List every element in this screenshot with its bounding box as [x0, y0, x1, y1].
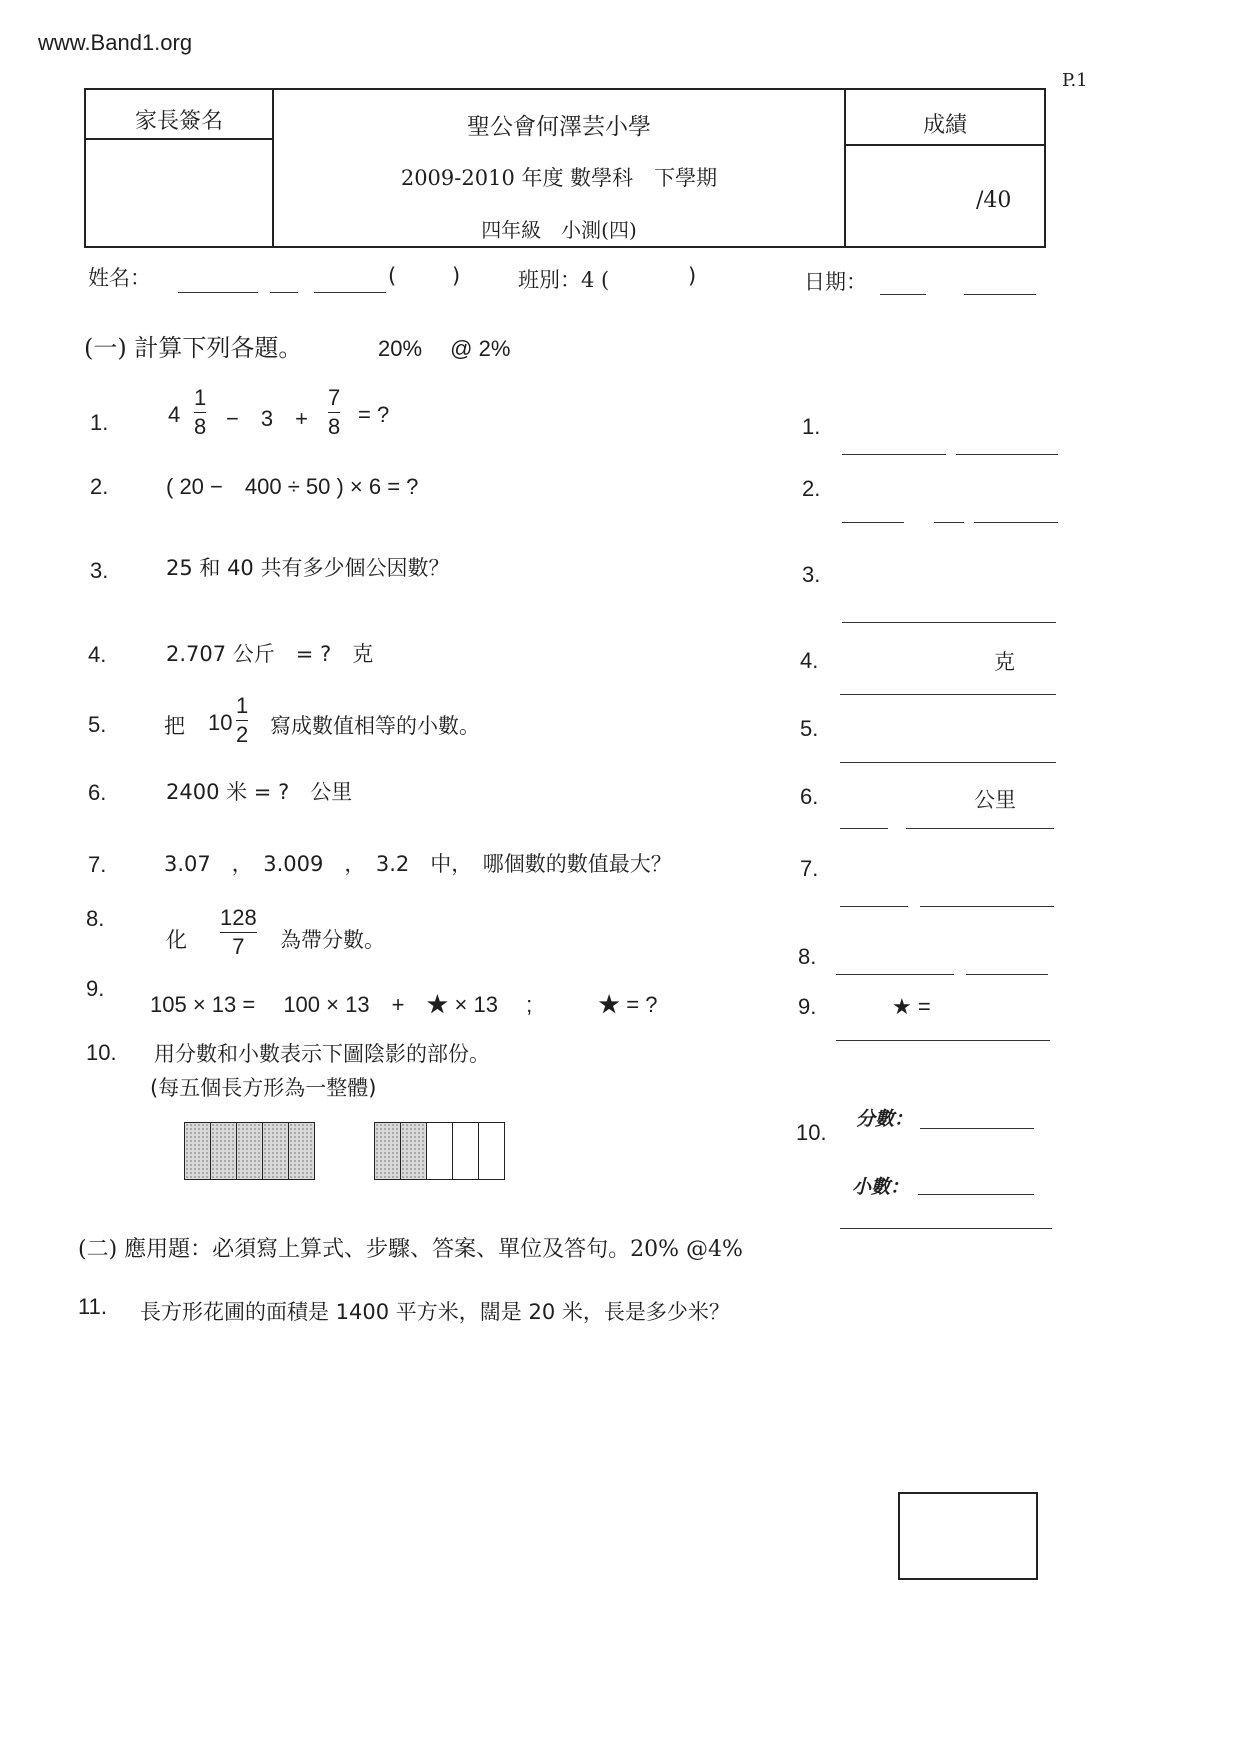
q5-denominator: 2 [236, 722, 249, 747]
q10-number: 10. [86, 1040, 117, 1065]
answer-6-blank-b[interactable] [906, 828, 1054, 829]
name-blank-2[interactable] [270, 292, 298, 293]
answer-10-fraction-blank[interactable] [920, 1128, 1034, 1129]
q10-text: 用分數和小數表示下圖陰影的部份。 [154, 1042, 490, 1066]
group-1-rect-5-shaded [288, 1122, 315, 1180]
answer-6-unit: 公里 [974, 788, 1016, 812]
fraction-bar [220, 932, 257, 933]
q5-numerator: 1 [236, 693, 249, 718]
page-number: P.1 [1062, 70, 1088, 91]
answer-1-label: 1. [802, 414, 821, 439]
answer-4-label: 4. [800, 648, 819, 673]
group-2-rect-4-unshaded [452, 1122, 479, 1180]
q1-fraction-1 [194, 386, 206, 439]
answer-10-decimal-blank[interactable] [918, 1194, 1034, 1195]
q5-number: 5. [88, 712, 107, 737]
group-1-rect-2-shaded [210, 1122, 237, 1180]
score-label: 成績 [922, 113, 967, 138]
q5-whole: 10 [208, 710, 233, 735]
answer-10-bottom-rule [840, 1228, 1052, 1229]
score-total: /40 [976, 188, 1012, 213]
q11-text: 長方形花圃的面積是 1400 平方米，闊是 20 米，長是多少米？ [140, 1300, 730, 1324]
answer-8-blank-a[interactable] [836, 974, 954, 975]
answer-9-label: 9. [798, 994, 817, 1019]
q11-score-box[interactable] [898, 1492, 1038, 1580]
q1-whole: 4 [168, 402, 181, 427]
answer-2-label: 2. [802, 476, 821, 501]
q8-post: 為帶分數。 [280, 928, 385, 952]
answer-8-label: 8. [798, 944, 817, 969]
answer-4-unit: 克 [994, 650, 1015, 674]
class-no-close: ) [452, 264, 461, 288]
watermark: www.Band1.org [38, 30, 193, 55]
class-label: 班別：4 ( [518, 268, 610, 292]
answer-9-star: ★ = [892, 994, 931, 1019]
q3-text: 25 和 40 共有多少個公因數？ [166, 556, 450, 580]
grade-quiz-title: 四年級 小測(四) [481, 218, 637, 242]
q8-denominator: 7 [232, 934, 245, 959]
answer-7-blank-a[interactable] [840, 906, 908, 907]
date-label: 日期： [804, 270, 867, 294]
header-rule-left [84, 138, 274, 140]
answer-7-blank-b[interactable] [920, 906, 1054, 907]
answer-6-label: 6. [800, 784, 819, 809]
section2-title: (二) 應用題：必須寫上算式、步驟、答案、單位及答句。20% @4% [78, 1237, 743, 1262]
date-blank-1[interactable] [880, 294, 926, 295]
section1-marks: 20% @ 2% [378, 336, 511, 361]
class-no-open: ( [388, 264, 397, 288]
group-2-rect-5-unshaded [478, 1122, 505, 1180]
q9-number: 9. [86, 976, 105, 1001]
q9-text: 105 × 13 = 100 × 13 + ★ × 13 ; ★ = ? [150, 992, 658, 1017]
section1-title: (一) 計算下列各題。 [84, 334, 303, 362]
q8-pre: 化 [166, 928, 187, 952]
answer-9-blank[interactable] [836, 1040, 1050, 1041]
answer-2-blank-b[interactable] [934, 522, 964, 523]
fraction-bar [328, 412, 340, 413]
q1-number: 1. [90, 410, 109, 435]
q3-number: 3. [90, 558, 109, 583]
q11-number: 11. [78, 1294, 107, 1319]
answer-1-blank-b[interactable] [956, 454, 1058, 455]
q5-post: 寫成數值相等的小數。 [270, 714, 480, 738]
group-2-rect-3-unshaded [426, 1122, 453, 1180]
parent-sign-label: 家長簽名 [134, 109, 223, 134]
school-name: 聖公會何澤芸小學 [467, 114, 651, 140]
answer-3-label: 3. [802, 562, 821, 587]
answer-7-label: 7. [800, 856, 819, 881]
name-blank-3[interactable] [314, 292, 386, 293]
q1-middle: − 3 + [226, 406, 308, 431]
answer-10-fraction-label: 分數： [856, 1108, 914, 1130]
term-title: 2009-2010 年度 數學科 下學期 [400, 166, 718, 190]
q8-numerator: 128 [220, 905, 257, 930]
answer-2-blank-a[interactable] [842, 522, 904, 523]
fraction-bar [194, 412, 206, 413]
q2-text: ( 20 − 400 ÷ 50 ) × 6 = ? [166, 474, 419, 499]
q2-number: 2. [90, 474, 109, 499]
answer-4-blank[interactable] [840, 694, 1056, 695]
group-1-rect-3-shaded [236, 1122, 263, 1180]
group-1-rect-1-shaded [184, 1122, 211, 1180]
q5-fraction [236, 694, 248, 747]
q1-tail: = ? [358, 402, 390, 427]
q7-number: 7. [88, 852, 107, 877]
date-blank-2[interactable] [964, 294, 1036, 295]
name-label: 姓名： [88, 266, 151, 290]
answer-6-blank-a[interactable] [840, 828, 888, 829]
group-2-rect-1-shaded [374, 1122, 401, 1180]
name-blank-1[interactable] [178, 292, 258, 293]
q4-text: 2.707 公斤 = ? 克 [166, 642, 374, 666]
q10-note: (每五個長方形為一整體) [150, 1076, 377, 1100]
q8-fraction [220, 906, 257, 959]
q5-pre: 把 [164, 714, 185, 738]
q1-f2-denominator: 8 [328, 414, 341, 439]
answer-10-label: 10. [796, 1120, 827, 1145]
q4-number: 4. [88, 642, 107, 667]
q8-number: 8. [86, 906, 105, 931]
q1-f1-denominator: 8 [194, 414, 207, 439]
answer-2-blank-c[interactable] [974, 522, 1058, 523]
fraction-bar [236, 720, 248, 721]
q1-f1-numerator: 1 [194, 385, 207, 410]
parent-sign-field[interactable] [86, 142, 272, 246]
group-1-rect-4-shaded [262, 1122, 289, 1180]
answer-5-blank[interactable] [840, 762, 1056, 763]
group-2-rect-2-shaded [400, 1122, 427, 1180]
answer-8-blank-b[interactable] [966, 974, 1048, 975]
answer-3-blank[interactable] [842, 622, 1056, 623]
header-rule-right [844, 144, 1046, 146]
answer-5-label: 5. [800, 716, 819, 741]
q6-number: 6. [88, 780, 107, 805]
class-close: ) [688, 264, 697, 288]
answer-10-decimal-label: 小數： [852, 1176, 910, 1198]
q6-text: 2400 米 = ? 公里 [166, 780, 353, 804]
q7-text: 3.07 ， 3.009 ， 3.2 中， 哪個數的數值最大？ [164, 852, 672, 876]
answer-1-blank-a[interactable] [842, 454, 946, 455]
q1-f2-numerator: 7 [328, 385, 341, 410]
q1-fraction-2 [328, 386, 340, 439]
